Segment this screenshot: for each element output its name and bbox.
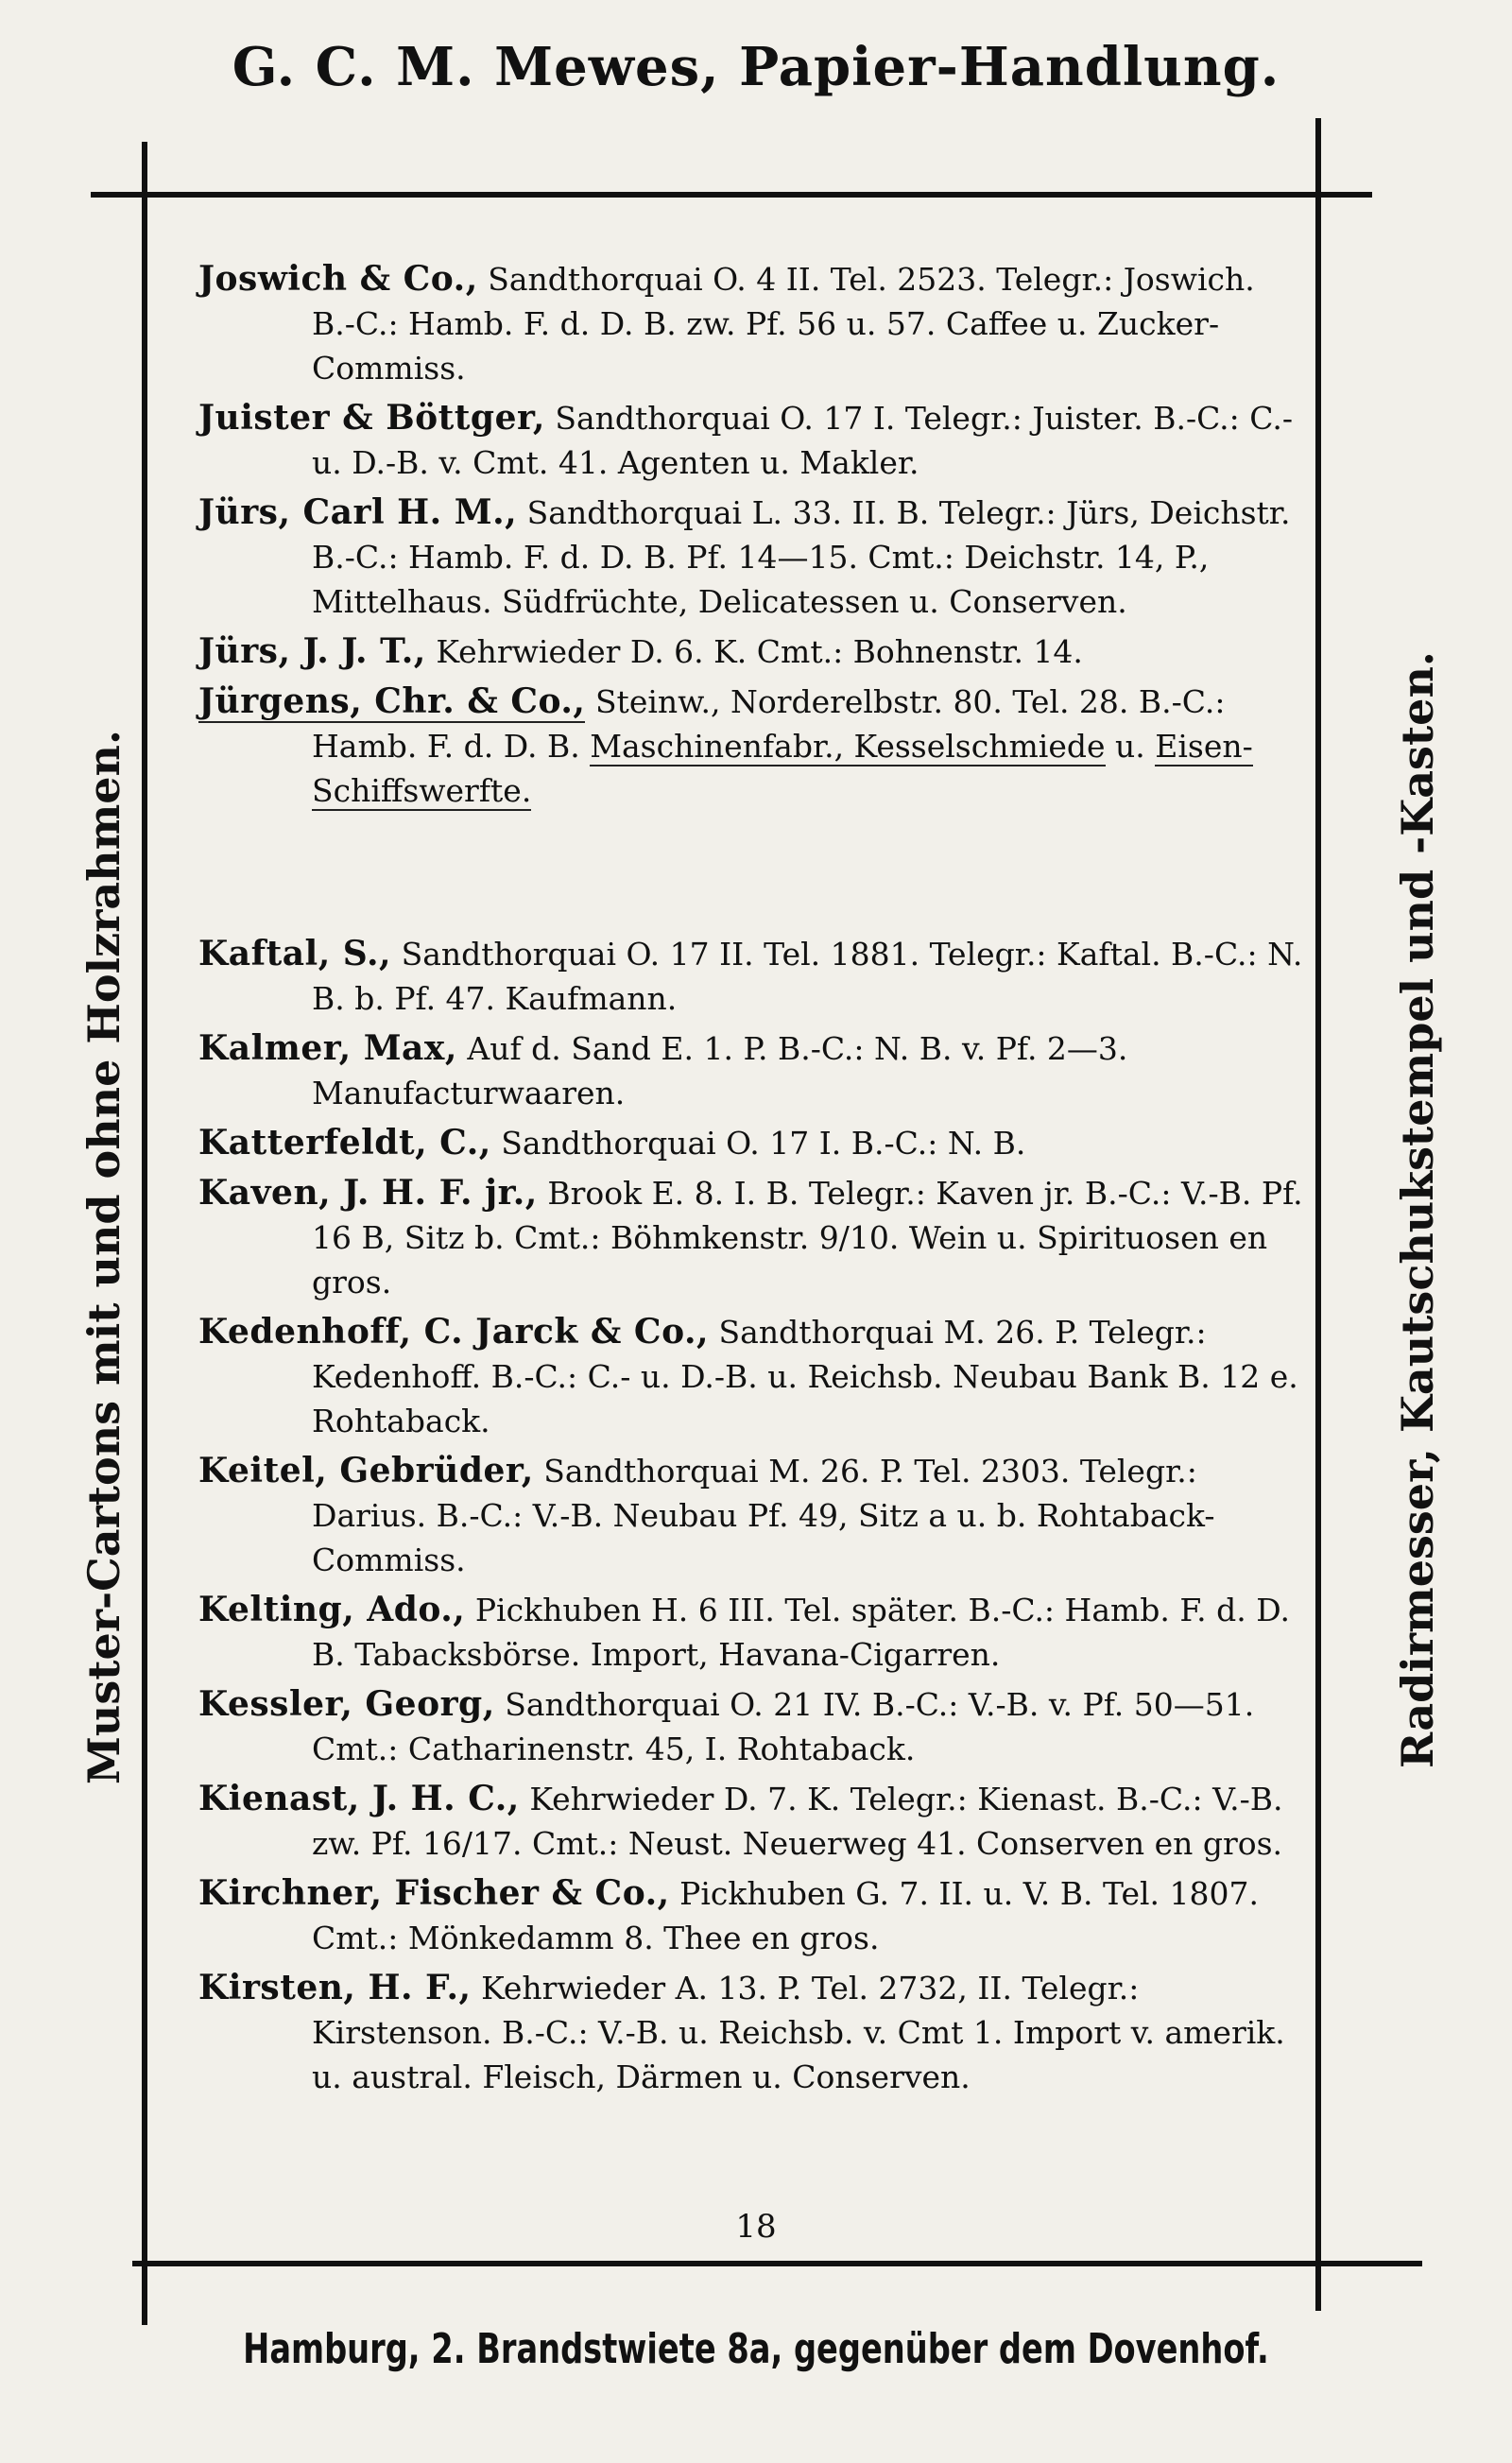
entry-juergens (198, 680, 1304, 813)
entry-name: Jürs, Carl H. M., (198, 492, 518, 532)
entry-kalmer (198, 1026, 1304, 1115)
entry-text: Steinw., Norderelbstr. 80. Tel. 28. B.-C.: Hamb. F. d. D. B. (312, 683, 1226, 765)
entry-name: Keitel, Gebrüder, (198, 1451, 534, 1490)
entry-kedenhoff (198, 1310, 1304, 1443)
entry-name: Kaftal, S., (198, 934, 392, 973)
entry-kaftal (198, 932, 1304, 1021)
entry-text: Sandthorquai O. 17 I. Telegr.: Juister. B.-C.: C.- u. D.-B. v. Cmt. 41. Agenten u. Makler. (312, 400, 1293, 481)
entry-text-underlined: Eisen-Schiffswerfte. (312, 728, 1253, 809)
entry-kelting (198, 1588, 1304, 1677)
footer-address: Hamburg, 2. Brandstwiete 8a, gegenüber dem Dovenhof. (243, 2325, 1269, 2373)
side-text-left: Muster-Cartons mit und ohne Holzrahmen. (78, 730, 129, 1784)
entry-text: u. (1115, 728, 1145, 765)
directory-entries (198, 257, 1304, 2105)
entry-name: Jürgens, Chr. & Co., (198, 681, 586, 721)
entry-text: Sandthorquai O. 17 II. Tel. 1881. Telegr.: Kaftal. B.-C.: N. B. b. Pf. 47. Kaufmann. (312, 936, 1303, 1017)
entry-katterfeldt (198, 1121, 1304, 1165)
entry-text: Sandthorquai M. 26. P. Tel. 2303. Telegr.: Darius. B.-C.: V.-B. Neubau Pf. 49, Sitz a u. b. Rohtaback-Commiss. (312, 1453, 1215, 1578)
entry-name: Juister & Böttger, (198, 398, 545, 438)
entry-name: Katterfeldt, C., (198, 1123, 491, 1163)
entry-keitel (198, 1449, 1304, 1582)
entry-text: Sandthorquai L. 33. II. B. Telegr.: Jürs, Deichstr. B.-C.: Hamb. F. d. D. B. Pf. 14—15. Cmt.: Deichstr. 14, P., Mittelhaus. Südfrüchte, Delicatessen u. Conserven. (312, 494, 1291, 620)
entry-text: Kehrwieder D. 6. K. Cmt.: Bohnenstr. 14. (436, 633, 1083, 670)
left-rule (142, 142, 147, 2325)
entry-text: Sandthorquai O. 4 II. Tel. 2523. Telegr.: Joswich. B.-C.: Hamb. F. d. D. B. zw. Pf. 56 u. 57. Caffee u. Zucker-Commiss. (312, 261, 1255, 387)
entry-juers-carl (198, 491, 1304, 624)
entry-name: Kedenhoff, C. Jarck & Co., (198, 1312, 710, 1352)
entry-text: Pickhuben H. 6 III. Tel. später. B.-C.: Hamb. F. d. D. B. Tabacksbörse. Import, Havana-Cigarren. (312, 1592, 1291, 1673)
entry-name: Kessler, Georg, (198, 1684, 495, 1724)
bottom-rule (132, 2261, 1422, 2266)
entry-text: Auf d. Sand E. 1. P. B.-C.: N. B. v. Pf. 2—3. Manufacturwaaren. (312, 1030, 1128, 1111)
page-number: 18 (735, 2208, 777, 2246)
entry-kaven (198, 1171, 1304, 1304)
page-header-title: G. C. M. Mewes, Papier-Handlung. (232, 36, 1280, 98)
side-text-right: Radirmesser, Kautschukstempel und -Kasten. (1392, 651, 1443, 1768)
entry-kienast (198, 1777, 1304, 1866)
section-gap (198, 818, 1304, 932)
entry-text: Brook E. 8. I. B. Telegr.: Kaven jr. B.-C.: V.-B. Pf. 16 B, Sitz b. Cmt.: Böhmkenstr. 9/10. Wein u. Spirituosen en gros. (312, 1175, 1303, 1300)
entry-kirsten (198, 1966, 1304, 2099)
entry-text: Sandthorquai O. 17 I. B.-C.: N. B. (501, 1125, 1026, 1162)
entry-joswich (198, 257, 1304, 390)
entry-text: Kehrwieder A. 13. P. Tel. 2732, II. Telegr.: Kirstenson. B.-C.: V.-B. u. Reichsb. v. Cmt 1. Import v. amerik. u. austral. Fleisch, Därmen u. Conserven. (312, 1970, 1285, 2095)
entry-juers-jjt (198, 629, 1304, 674)
entry-name: Jürs, J. J. T., (198, 631, 426, 671)
entry-text: Sandthorquai M. 26. P. Telegr.: Kedenhoff. B.-C.: C.- u. D.-B. u. Reichsb. Neubau Bank B. 12 e. Rohtaback. (312, 1314, 1298, 1439)
entry-name: Kelting, Ado., (198, 1590, 466, 1629)
entry-name: Kienast, J. H. C., (198, 1779, 520, 1818)
entry-text: Kehrwieder D. 7. K. Telegr.: Kienast. B.-C.: V.-B. zw. Pf. 16/17. Cmt.: Neust. Neuerweg 41. Conserven en gros. (312, 1781, 1283, 1862)
entry-kirchner (198, 1871, 1304, 1960)
entry-name: Kirchner, Fischer & Co., (198, 1873, 670, 1913)
entry-kessler (198, 1682, 1304, 1771)
entry-text-underlined: Maschinenfabr., Kesselschmiede (590, 728, 1106, 765)
entry-name: Kaven, J. H. F. jr., (198, 1173, 538, 1213)
entry-name: Kirsten, H. F., (198, 1968, 472, 2007)
entry-name: Kalmer, Max, (198, 1028, 457, 1068)
top-rule (91, 192, 1372, 198)
entry-juister (198, 396, 1304, 485)
entry-name: Joswich & Co., (198, 259, 478, 299)
right-rule (1315, 118, 1321, 2311)
entry-text: Pickhuben G. 7. II. u. V. B. Tel. 1807. Cmt.: Mönkedamm 8. Thee en gros. (312, 1875, 1259, 1956)
entry-text: Sandthorquai O. 21 IV. B.-C.: V.-B. v. Pf. 50—51. Cmt.: Catharinenstr. 45, I. Rohtaback. (312, 1686, 1255, 1767)
